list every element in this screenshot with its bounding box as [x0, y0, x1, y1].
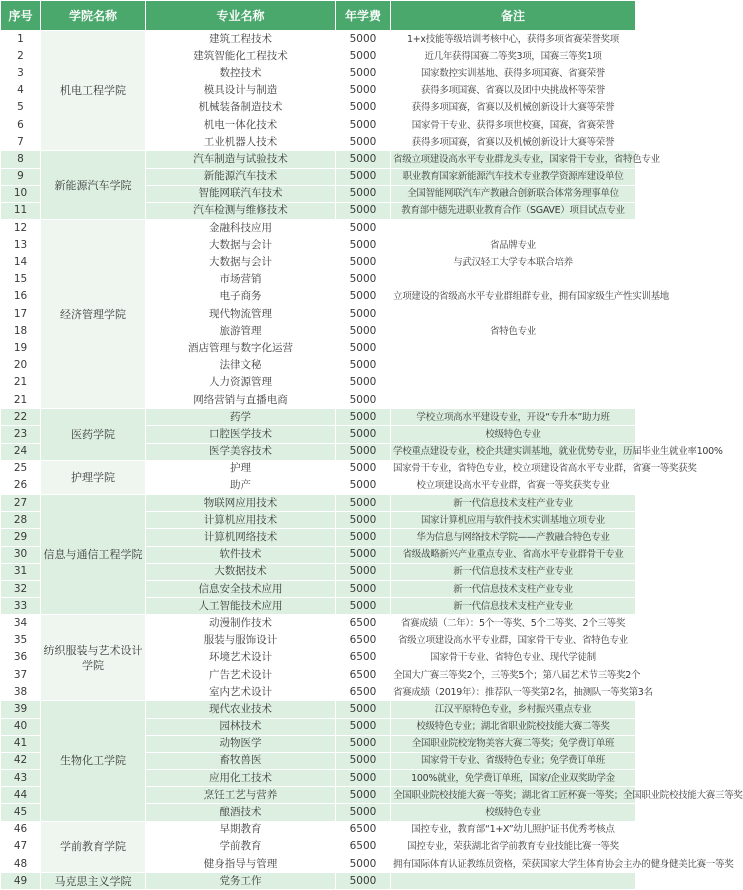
major-name: 法律文秘 — [146, 357, 336, 374]
row-number: 46 — [1, 821, 41, 838]
remark: 省特色专业 — [391, 323, 636, 340]
tuition-fee: 5000 — [336, 220, 391, 237]
row-number: 34 — [1, 615, 41, 632]
tuition-fee: 6500 — [336, 632, 391, 649]
header-major: 专业名称 — [146, 1, 336, 31]
remark: 新一代信息技术支柱产业专业 — [391, 581, 636, 598]
row-number: 15 — [1, 271, 41, 288]
header-fee: 年学费 — [336, 1, 391, 31]
row-number: 42 — [1, 752, 41, 769]
row-number: 4 — [1, 82, 41, 99]
major-name: 早期教育 — [146, 821, 336, 838]
table-row — [1, 701, 636, 718]
tuition-fee: 5000 — [336, 873, 391, 890]
remark: 国家骨干专业、省级特色专业；免学费订单班 — [391, 752, 636, 769]
remark: 省品牌专业 — [391, 237, 636, 254]
tuition-fee: 5000 — [336, 323, 391, 340]
remark — [391, 374, 636, 391]
tuition-fee: 5000 — [336, 856, 391, 873]
table-row — [1, 220, 636, 237]
major-name: 动漫制作技术 — [146, 615, 336, 632]
remark: 职业教育国家新能源汽车技术专业教学资源库建设单位 — [391, 168, 636, 185]
header-school: 学院名称 — [41, 1, 146, 31]
tuition-fee: 5000 — [336, 237, 391, 254]
tuition-fee: 6500 — [336, 684, 391, 701]
remark: 学校立项高水平建设专业，开设“专升本”助力班 — [391, 409, 636, 426]
major-name: 计算机网络技术 — [146, 529, 336, 546]
tuition-fee: 5000 — [336, 151, 391, 168]
tuition-fee: 5000 — [336, 65, 391, 82]
remark — [391, 306, 636, 323]
tuition-fee: 5000 — [336, 391, 391, 408]
remark: 省赛成绩（二年）：5个一等奖、5个二等奖、2个三等奖 — [391, 615, 636, 632]
major-name: 烹饪工艺与营养 — [146, 787, 336, 804]
major-name: 药学 — [146, 409, 336, 426]
major-name: 园林技术 — [146, 718, 336, 735]
major-name: 新能源汽车技术 — [146, 168, 336, 185]
major-name: 建筑智能化工程技术 — [146, 48, 336, 65]
row-number: 49 — [1, 873, 41, 890]
table-row — [1, 821, 636, 838]
remark: 新一代信息技术支柱产业专业 — [391, 563, 636, 580]
tuition-fee: 5000 — [336, 495, 391, 512]
major-name: 室内艺术设计 — [146, 684, 336, 701]
row-number: 9 — [1, 168, 41, 185]
remark: 国家骨干专业、省特色专业、现代学徒制 — [391, 649, 636, 666]
school-name: 马克思主义学院 — [41, 873, 146, 890]
tuition-fee: 5000 — [336, 306, 391, 323]
row-number: 24 — [1, 443, 41, 460]
remark: 获得多项国赛，省赛以及机械创新设计大赛等荣誉 — [391, 99, 636, 116]
major-name: 党务工作 — [146, 873, 336, 890]
row-number: 10 — [1, 185, 41, 202]
remark: 国家计算机应用与软件技术实训基地立项专业 — [391, 512, 636, 529]
row-number: 30 — [1, 546, 41, 563]
tuition-fee: 6500 — [336, 666, 391, 683]
remark: 省级立项建设高水平专业群龙头专业，国家骨干专业，省特色专业 — [391, 151, 636, 168]
major-name: 软件技术 — [146, 546, 336, 563]
row-number: 11 — [1, 202, 41, 219]
row-number: 29 — [1, 529, 41, 546]
remark: 获得多项国赛、省赛以及团中央挑战杯等荣誉 — [391, 82, 636, 99]
major-name: 酿酒技术 — [146, 804, 336, 821]
row-number: 32 — [1, 581, 41, 598]
row-number: 20 — [1, 357, 41, 374]
major-name: 酒店管理与数字化运营 — [146, 340, 336, 357]
row-number: 41 — [1, 735, 41, 752]
remark: 全国智能网联汽车产教融合创新联合体常务理事单位 — [391, 185, 636, 202]
major-name: 物联网应用技术 — [146, 495, 336, 512]
remark: 国控专业，教育部“1+X”幼儿照护证书优秀考核点 — [391, 821, 636, 838]
tuition-fee: 6500 — [336, 838, 391, 855]
header-no: 序号 — [1, 1, 41, 31]
tuition-fee: 5000 — [336, 288, 391, 305]
table-row — [1, 615, 636, 632]
row-number: 21 — [1, 374, 41, 391]
remark: 全国职业院校宠物美容大赛二等奖；免学费订单班 — [391, 735, 636, 752]
remark — [391, 220, 636, 237]
tuition-fee: 5000 — [336, 718, 391, 735]
row-number: 28 — [1, 512, 41, 529]
row-number: 47 — [1, 838, 41, 855]
major-name: 机械装备制造技术 — [146, 99, 336, 116]
tuition-fee: 5000 — [336, 426, 391, 443]
major-name: 机电一体化技术 — [146, 116, 336, 133]
remark: 省赛成绩（2019年）：推荐队一等奖第2名，抽测队一等奖第3名 — [391, 684, 636, 701]
row-number: 36 — [1, 649, 41, 666]
tuition-fee: 6500 — [336, 649, 391, 666]
remark: 全国大广赛三等奖2个，三等奖5个；第八届艺术节三等奖2个 — [391, 666, 636, 683]
major-name: 人工智能技术应用 — [146, 598, 336, 615]
row-number: 37 — [1, 666, 41, 683]
major-name: 信息安全技术应用 — [146, 581, 336, 598]
tuition-fee: 5000 — [336, 735, 391, 752]
major-name: 护理 — [146, 460, 336, 477]
table-body — [1, 31, 743, 890]
tuition-fee: 5000 — [336, 787, 391, 804]
remark: 立项建设的省级高水平专业群组群专业，拥有国家级生产性实训基地 — [391, 288, 636, 305]
row-number: 39 — [1, 701, 41, 718]
tuition-fee: 5000 — [336, 598, 391, 615]
major-name: 健身指导与管理 — [146, 856, 336, 873]
tuition-fee: 5000 — [336, 374, 391, 391]
major-name: 医学美容技术 — [146, 443, 336, 460]
remark: 校级特色专业 — [391, 426, 636, 443]
tuition-fee: 6500 — [336, 615, 391, 632]
major-name: 人力资源管理 — [146, 374, 336, 391]
row-number: 44 — [1, 787, 41, 804]
tuition-fee: 5000 — [336, 563, 391, 580]
row-number: 3 — [1, 65, 41, 82]
row-number: 22 — [1, 409, 41, 426]
row-number: 48 — [1, 856, 41, 873]
tuition-fee: 5000 — [336, 116, 391, 133]
remark — [391, 271, 636, 288]
tuition-fee: 5000 — [336, 409, 391, 426]
tuition-fee: 5000 — [336, 271, 391, 288]
major-name: 现代物流管理 — [146, 306, 336, 323]
major-name: 动物医学 — [146, 735, 336, 752]
row-number: 25 — [1, 460, 41, 477]
school-name: 医药学院 — [41, 409, 146, 461]
remark — [391, 340, 636, 357]
row-number: 8 — [1, 151, 41, 168]
tuition-fee: 5000 — [336, 31, 391, 48]
school-name: 学前教育学院 — [41, 821, 146, 873]
tuition-fee: 5000 — [336, 701, 391, 718]
remark: 拥有国际体育认证教练员资格，荣获国家大学生体育协会主办的健身健美比赛一等奖 — [391, 856, 636, 873]
major-name: 模具设计与制造 — [146, 82, 336, 99]
table-row — [1, 460, 636, 477]
tuition-fee: 5000 — [336, 752, 391, 769]
major-name: 汽车制造与试验技术 — [146, 151, 336, 168]
table-row — [1, 151, 636, 168]
row-number: 43 — [1, 770, 41, 787]
major-name: 服装与服饰设计 — [146, 632, 336, 649]
header-note: 备注 — [391, 1, 636, 31]
school-name: 信息与通信工程学院 — [41, 495, 146, 615]
row-number: 18 — [1, 323, 41, 340]
tuition-fee: 5000 — [336, 48, 391, 65]
school-name: 机电工程学院 — [41, 31, 146, 151]
row-number: 35 — [1, 632, 41, 649]
row-number: 13 — [1, 237, 41, 254]
major-name: 环境艺术设计 — [146, 649, 336, 666]
major-name: 现代农业技术 — [146, 701, 336, 718]
table-row — [1, 409, 636, 426]
remark: 教育部中德先进职业教育合作（SGAVE）项目试点专业 — [391, 202, 636, 219]
remark: 省级战略新兴产业重点专业、省高水平专业群骨干专业 — [391, 546, 636, 563]
tuition-fee: 5000 — [336, 340, 391, 357]
row-number: 17 — [1, 306, 41, 323]
major-name: 应用化工技术 — [146, 770, 336, 787]
remark: 校级特色专业；湖北省职业院校技能大赛二等奖 — [391, 718, 636, 735]
tuition-fee: 5000 — [336, 529, 391, 546]
major-name: 大数据技术 — [146, 563, 336, 580]
remark: 全国职业院校技能大赛一等奖；湖北省工匠杯赛一等奖；全国职业院校技能大赛三等奖 — [391, 787, 636, 804]
major-name: 电子商务 — [146, 288, 336, 305]
major-name: 畜牧兽医 — [146, 752, 336, 769]
row-number: 27 — [1, 495, 41, 512]
major-name: 助产 — [146, 477, 336, 494]
school-name: 纺织服装与艺术设计学院 — [41, 615, 146, 701]
major-name: 网络营销与直播电商 — [146, 391, 336, 408]
remark: 校级特色专业 — [391, 804, 636, 821]
remark: 学校重点建设专业，校企共建实训基地，就业优势专业，历届毕业生就业率100% — [391, 443, 636, 460]
tuition-fee: 5000 — [336, 770, 391, 787]
remark: 近几年获得国赛二等奖3项，国赛三等奖1项 — [391, 48, 636, 65]
table-row — [1, 495, 636, 512]
major-name: 汽车检测与维修技术 — [146, 202, 336, 219]
row-number: 21 — [1, 391, 41, 408]
row-number: 7 — [1, 134, 41, 151]
remark — [391, 357, 636, 374]
tuition-fee: 5000 — [336, 546, 391, 563]
remark: 华为信息与网络技术学院——产教融合特色专业 — [391, 529, 636, 546]
remark: 校立项建设高水平专业群，省赛一等奖获奖专业 — [391, 477, 636, 494]
major-name: 建筑工程技术 — [146, 31, 336, 48]
remark — [391, 873, 636, 890]
row-number: 12 — [1, 220, 41, 237]
tuition-fee: 5000 — [336, 357, 391, 374]
row-number: 40 — [1, 718, 41, 735]
remark: 新一代信息技术支柱产业专业 — [391, 495, 636, 512]
row-number: 33 — [1, 598, 41, 615]
remark: 1+x技能等级培训考核中心，获得多项省赛荣誉奖项 — [391, 31, 636, 48]
row-number: 16 — [1, 288, 41, 305]
tuition-fee: 5000 — [336, 134, 391, 151]
major-name: 市场营销 — [146, 271, 336, 288]
school-name: 生物化工学院 — [41, 701, 146, 821]
row-number: 14 — [1, 254, 41, 271]
major-name: 旅游管理 — [146, 323, 336, 340]
table-header-row — [1, 1, 636, 31]
major-name: 数控技术 — [146, 65, 336, 82]
table-row — [1, 31, 636, 48]
tuition-fee: 6500 — [336, 821, 391, 838]
major-name: 广告艺术设计 — [146, 666, 336, 683]
major-name: 工业机器人技术 — [146, 134, 336, 151]
major-name: 大数据与会计 — [146, 237, 336, 254]
row-number: 19 — [1, 340, 41, 357]
tuition-fee: 5000 — [336, 581, 391, 598]
remark: 新一代信息技术支柱产业专业 — [391, 598, 636, 615]
row-number: 23 — [1, 426, 41, 443]
row-number: 6 — [1, 116, 41, 133]
major-name: 口腔医学技术 — [146, 426, 336, 443]
remark: 国家骨干专业、获得多项世校赛，国赛，省赛荣誉 — [391, 116, 636, 133]
school-name: 护理学院 — [41, 460, 146, 494]
tuition-fee: 5000 — [336, 804, 391, 821]
major-name: 智能网联汽车技术 — [146, 185, 336, 202]
tuition-fee: 5000 — [336, 460, 391, 477]
row-number: 45 — [1, 804, 41, 821]
row-number: 1 — [1, 31, 41, 48]
remark — [391, 391, 636, 408]
tuition-fee: 5000 — [336, 168, 391, 185]
row-number: 26 — [1, 477, 41, 494]
remark: 与武汉轻工大学专本联合培养 — [391, 254, 636, 271]
tuition-fee: 5000 — [336, 99, 391, 116]
school-name: 新能源汽车学院 — [41, 151, 146, 220]
row-number: 2 — [1, 48, 41, 65]
tuition-fee: 5000 — [336, 254, 391, 271]
major-name: 金融科技应用 — [146, 220, 336, 237]
major-name: 学前教育 — [146, 838, 336, 855]
tuition-fee: 5000 — [336, 202, 391, 219]
remark: 获得多项国赛，省赛以及机械创新设计大赛等荣誉 — [391, 134, 636, 151]
major-name: 计算机应用技术 — [146, 512, 336, 529]
row-number: 38 — [1, 684, 41, 701]
row-number: 31 — [1, 563, 41, 580]
remark: 100%就业，免学费订单班，国家/企业双奖助学金 — [391, 770, 636, 787]
remark: 国家数控实训基地、获得多项国赛、省赛荣誉 — [391, 65, 636, 82]
tuition-fee: 5000 — [336, 82, 391, 99]
tuition-fee: 5000 — [336, 477, 391, 494]
row-number: 5 — [1, 99, 41, 116]
major-name: 大数据与会计 — [146, 254, 336, 271]
table-row — [1, 873, 636, 890]
tuition-fee: 5000 — [336, 512, 391, 529]
remark: 省级立项建设高水平专业群，国家骨干专业、省特色专业 — [391, 632, 636, 649]
tuition-fee: 5000 — [336, 443, 391, 460]
remark: 江汉平原特色专业，乡村振兴重点专业 — [391, 701, 636, 718]
remark: 国控专业，荣获湖北省学前教育专业技能比赛一等奖 — [391, 838, 636, 855]
remark: 国家骨干专业，省特色专业，校立项建设省高水平专业群，省赛一等奖获奖 — [391, 460, 636, 477]
school-name: 经济管理学院 — [41, 220, 146, 409]
tuition-fee: 5000 — [336, 185, 391, 202]
